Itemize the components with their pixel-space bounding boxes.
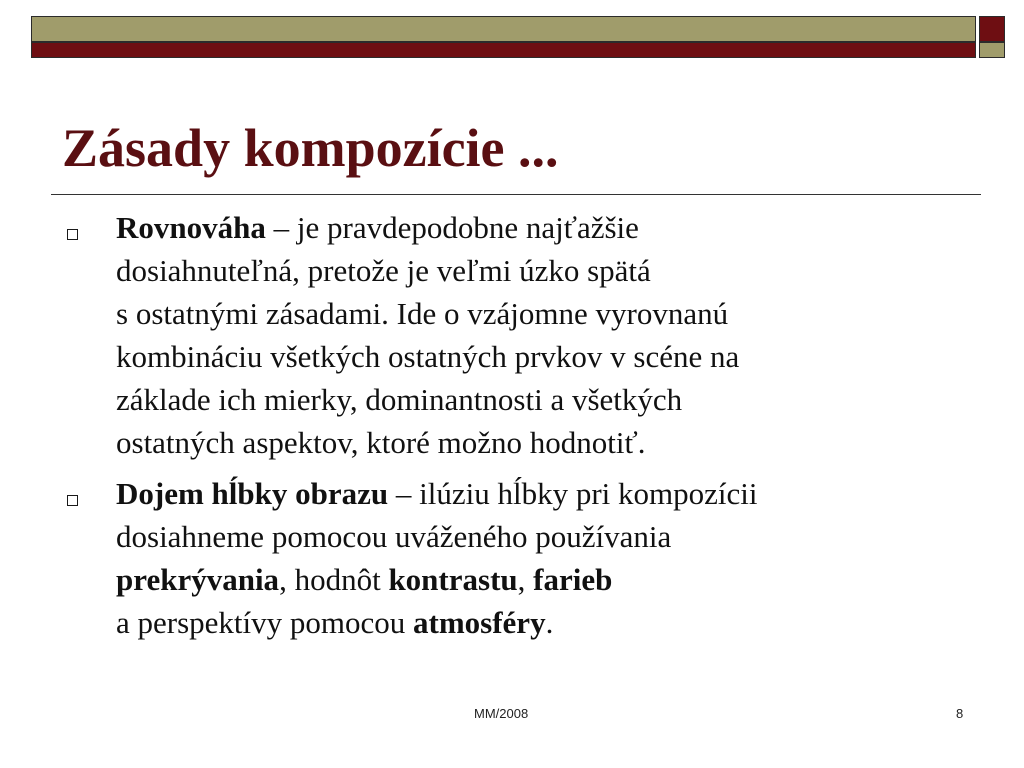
bullet-item-dojem-hlbky <box>0 472 1024 644</box>
bullet-line <box>116 515 976 558</box>
bullet-line <box>116 335 976 378</box>
bullet-item-rovnovaha <box>0 206 1024 464</box>
bold-term: kontrastu <box>388 562 518 597</box>
bold-term: farieb <box>533 562 613 597</box>
text-run: . <box>545 605 554 640</box>
bold-term: atmosféry <box>413 605 546 640</box>
hollow-square-bullet-icon <box>67 495 78 506</box>
title-divider <box>51 194 981 195</box>
header-olive-bar <box>31 16 976 42</box>
bullet-text <box>116 472 976 644</box>
text-run: dosiahneme pomocou uváženého používania <box>116 519 672 554</box>
text-run: kombináciu všetkých ostatných prvkov v scéne na <box>116 339 740 374</box>
bullet-line <box>116 472 976 515</box>
footer-text: MM/2008 <box>474 706 529 721</box>
bold-term: prekrývania <box>116 562 280 597</box>
text-run: základe ich mierky, dominantnosti a všetkých <box>116 382 683 417</box>
bullet-text <box>116 206 976 464</box>
bullet-list <box>0 206 1024 644</box>
bold-term: Rovnováha <box>116 210 266 245</box>
slide-title: Zásady kompozície ... <box>62 118 559 178</box>
header-maroon-bar <box>31 42 976 58</box>
bold-term: Dojem hĺbky obrazu <box>116 476 389 511</box>
bullet-line <box>116 378 976 421</box>
bullet-line <box>116 249 976 292</box>
bullet-line <box>116 421 976 464</box>
text-run: dosiahnuteľná, pretože je veľmi úzko spätá <box>116 253 651 288</box>
hollow-square-bullet-icon <box>67 229 78 240</box>
text-run: , hodnôt <box>279 562 389 597</box>
text-run: a perspektívy pomocou <box>116 605 414 640</box>
bullet-line <box>116 558 976 601</box>
bullet-line <box>116 292 976 335</box>
slide-number: 8 <box>956 706 964 721</box>
header-corner-olive-square <box>979 42 1005 58</box>
text-run: s ostatnými zásadami. Ide o vzájomne vyrovnanú <box>116 296 729 331</box>
bullet-line <box>116 206 976 249</box>
bullet-line <box>116 601 976 644</box>
text-run: – je pravdepodobne najťažšie <box>265 210 639 245</box>
text-run: ostatných aspektov, ktoré možno hodnotiť. <box>116 425 646 460</box>
header-corner-maroon-square <box>979 16 1005 42</box>
text-run: , <box>517 562 534 597</box>
text-run: – ilúziu hĺbky pri kompozícii <box>388 476 758 511</box>
